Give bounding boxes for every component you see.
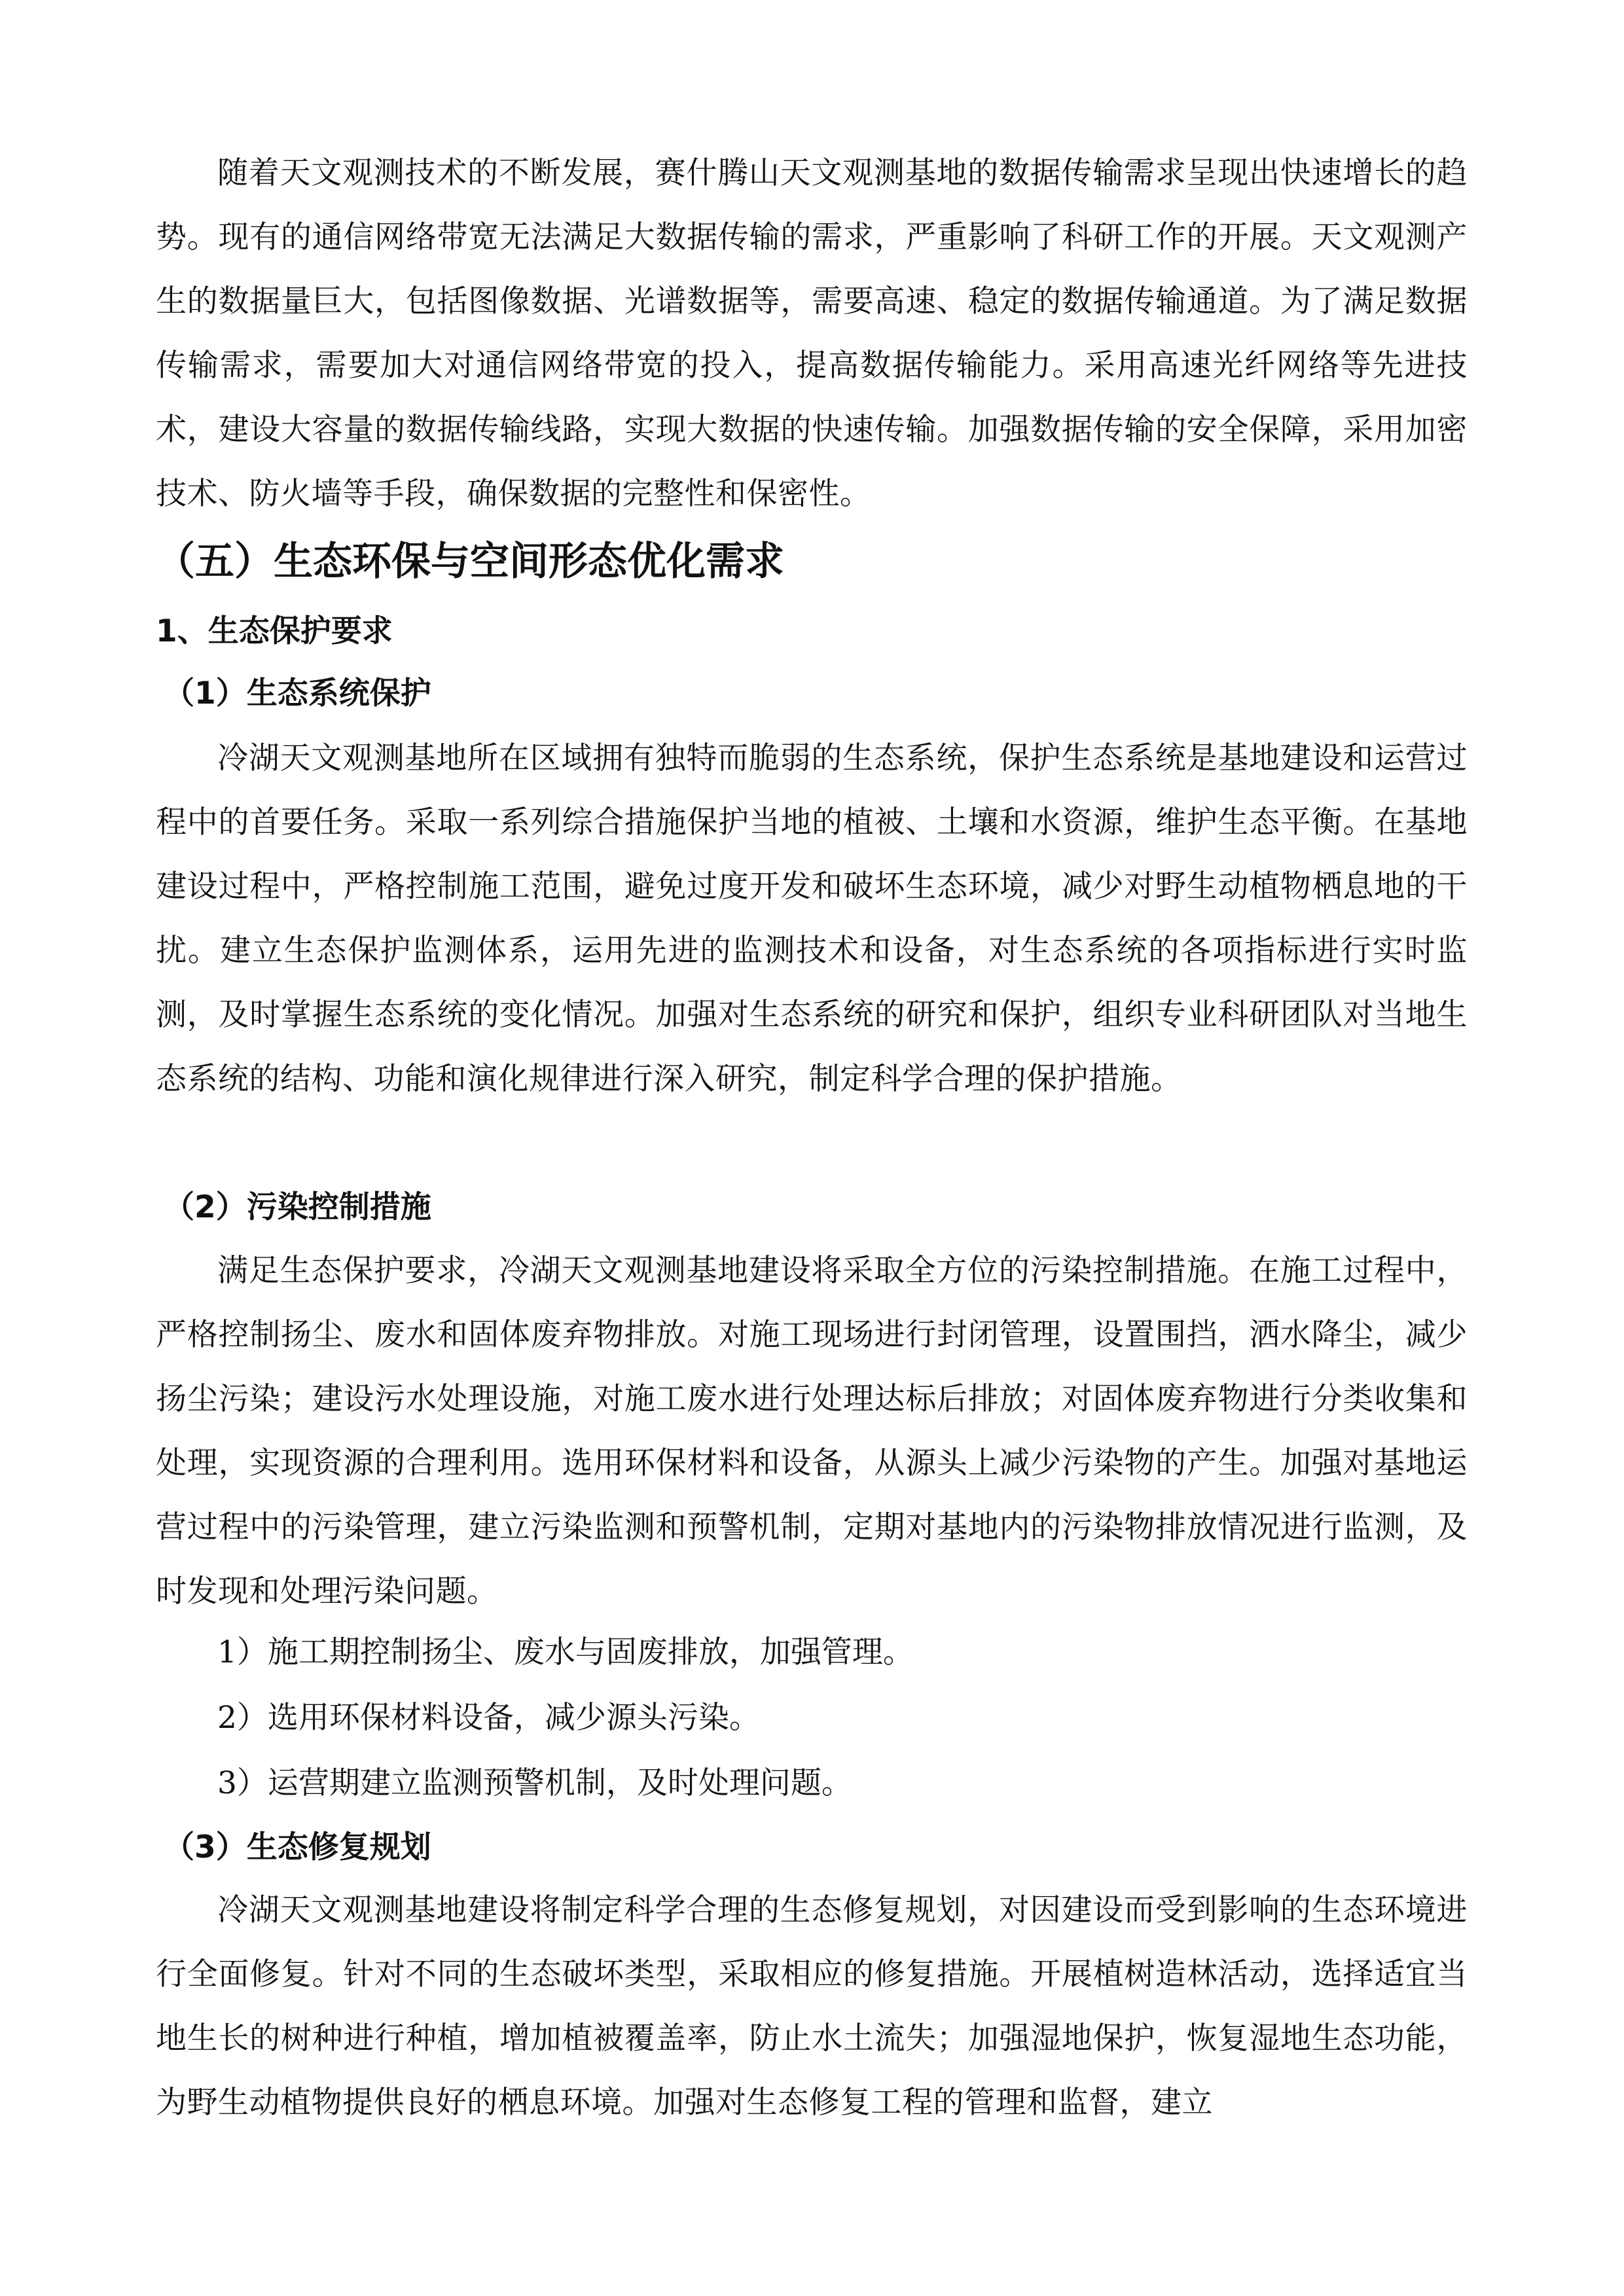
list-item-3: 3）运营期建立监测预警机制，及时处理问题。 [217,1765,852,1801]
paragraph-data-transmission: 随着天文观测技术的不断发展，赛什腾山天文观测基地的数据传输需求呈现出快速增长的趋势。现有的通信网络带宽无法满足大数据传输的需求，严重影响了科研工作的开展。天文观测产生的数据量巨大，包括图像数据、光谱数据等，需要高速、稳定的数据传输通道。为了满足数据传输需求，需要加大对通信网络带宽的投入，提高数据传输能力。采用高速光纤网络等先进技术，建设大容量的数据传输线路，实现大数据的快速传输。加强数据传输的安全保障，采用加密技术、防火墙等手段，确保数据的完整性和保密性。 [156,155,1468,512]
paragraph-ecological-restoration: 冷湖天文观测基地建设将制定科学合理的生态修复规划，对因建设而受到影响的生态环境进行全面修复。针对不同的生态破坏类型，采取相应的修复措施。开展植树造林活动，选择适宜当地生长的树种进行种植，增加植被覆盖率，防止水土流失；加强湿地保护，恢复湿地生态功能，为野生动植物提供良好的栖息环境。加强对生态修复工程的管理和监督，建立 [156,1892,1468,2121]
paragraph-pollution-control: 满足生态保护要求，冷湖天文观测基地建设将采取全方位的污染控制措施。在施工过程中，严格控制扬尘、废水和固体废弃物排放。对施工现场进行封闭管理，设置围挡，洒水降尘，减少扬尘污染；建设污水处理设施，对施工废水进行处理达标后排放；对固体废弃物进行分类收集和处理，实现资源的合理利用。选用环保材料和设备，从源头上减少污染物的产生。加强对基地运营过程中的污染管理，建立污染监测和预警机制，定期对基地内的污染物排放情况进行监测，及时发现和处理污染问题。 [156,1253,1468,1609]
item-heading-ecosystem-protection: （1）生态系统保护 [164,675,431,711]
item-heading-pollution-control: （2）污染控制措施 [164,1189,431,1225]
list-item-1: 1）施工期控制扬尘、废水与固废排放，加强管理。 [217,1634,914,1670]
subsection-heading-ecological-protection: 1、生态保护要求 [156,613,393,649]
item-heading-ecological-restoration: （3）生态修复规划 [164,1829,431,1865]
section-heading-ecology: （五）生态环保与空间形态优化需求 [156,539,784,584]
paragraph-ecosystem-protection: 冷湖天文观测基地所在区域拥有独特而脆弱的生态系统，保护生态系统是基地建设和运营过程中的首要任务。采取一系列综合措施保护当地的植被、土壤和水资源，维护生态平衡。在基地建设过程中，严格控制施工范围，避免过度开发和破坏生态环境，减少对野生动植物栖息地的干扰。建立生态保护监测体系，运用先进的监测技术和设备，对生态系统的各项指标进行实时监测，及时掌握生态系统的变化情况。加强对生态系统的研究和保护，组织专业科研团队对当地生态系统的结构、功能和演化规律进行深入研究，制定科学合理的保护措施。 [156,740,1468,1097]
list-item-2: 2）选用环保材料设备，减少源头污染。 [217,1700,760,1736]
